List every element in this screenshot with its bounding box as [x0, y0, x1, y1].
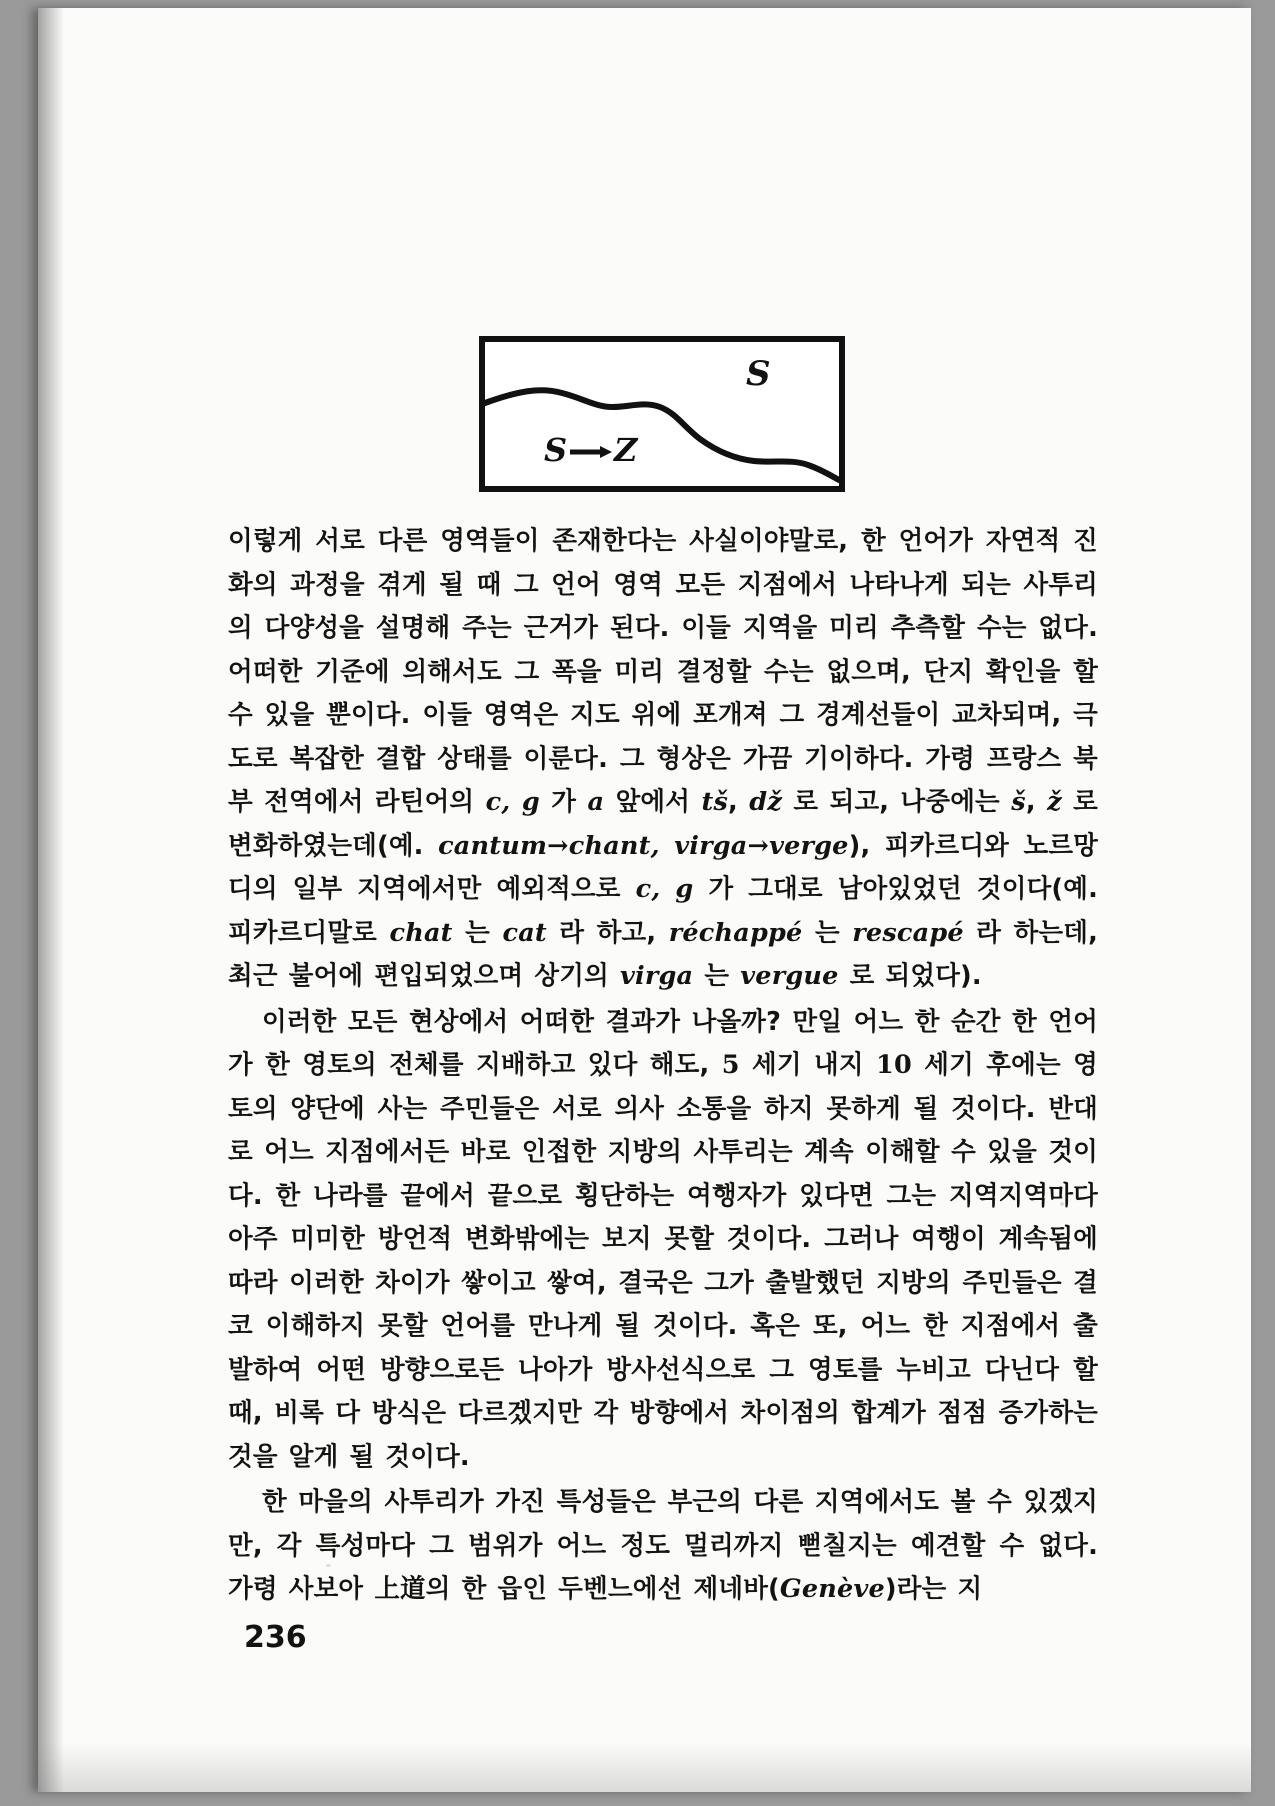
- figure-label-z: Z: [614, 431, 638, 469]
- figure-isogloss-map: [478, 335, 846, 495]
- figure-label-s-to-z: S: [544, 431, 568, 469]
- page-body-text: [228, 520, 1098, 1612]
- paragraph-3: 한 마을의 사투리가 가진 특성들은 부근의 다른 지역에서도 볼 수 있겠지만, 각 특성마다 그 범위가 어느 정도 멀리까지 뻗칠지는 예견할 수 없다. 가령 사보아 上道의 한 읍인 두벤느에선 제네바(Genève)라는 지: [228, 1487, 1098, 1604]
- figure-svg: [478, 335, 846, 495]
- paragraph-2: 이러한 모든 현상에서 어떠한 결과가 나올까? 만일 어느 한 순간 한 언어가 한 영토의 전체를 지배하고 있다 해도, 5 세기 내지 10 세기 후에는 영토의 양단에 사는 주민들은 서로 의사 소통을 하지 못하게 될 것이다. 반대로 어느 지점에서든 바로 인접한 지방의 사투리는 계속 이해할 수 있을 것이다. 한 나라를 끝에서 끝으로 횡단하는 여행자가 있다면 그는 지역지역마다 아주 미미한 방언적 변화밖에는 보지 못할 것이다. 그러나 여행이 계속됨에 따라 이러한 차이가 쌓이고 쌓여, 결국은 그가 출발했던 지방의 주민들은 결코 이해하지 못할 언어를 만나게 될 것이다. 혹은 또, 어느 한 지점에서 출발하여 어떤 방향으로든 나아가 방사선식으로 그 영토를 누비고 다닌다 할 때, 비록 다 방식은 다르겠지만 각 방향에서 차이점의 합계가 점점 증가하는 것을 알게 될 것이다.: [228, 1006, 1098, 1472]
- page-number: 236: [244, 1620, 307, 1655]
- figure-label-s: S: [746, 354, 771, 394]
- paragraph-1: 이렇게 서로 다른 영역들이 존재한다는 사실이야말로, 한 언어가 자연적 진화의 과정을 겪게 될 때 그 언어 영역 모든 지점에서 나타나게 되는 사투리의 다양성을 설명해 주는 근거가 된다. 이들 지역을 미리 추측할 수는 없다. 어떠한 기준에 의해서도 그 폭을 미리 결정할 수는 없으며, 단지 확인을 할 수 있을 뿐이다. 이들 영역은 지도 위에 포개져 그 경계선들이 교차되며, 극도로 복잡한 결합 상태를 이룬다. 그 형상은 가끔 기이하다. 가령 프랑스 북부 전역에서 라틴어의 c, g 가 a 앞에서 tš, dž 로 되고, 나중에는 š, ž 로 변화하였는데(예. cantum→chant, virga→verge), 피카르디와 노르망디의 일부 지역에서만 예외적으로 c, g 가 그대로 남아있었던 것이다(예. 피카르디말로 chat 는 cat 라 하고, réchappé 는 rescapé 라 하는데, 최근 불어에 편입되었으며 상기의 virga 는 vergue 로 되었다).: [228, 526, 1099, 991]
